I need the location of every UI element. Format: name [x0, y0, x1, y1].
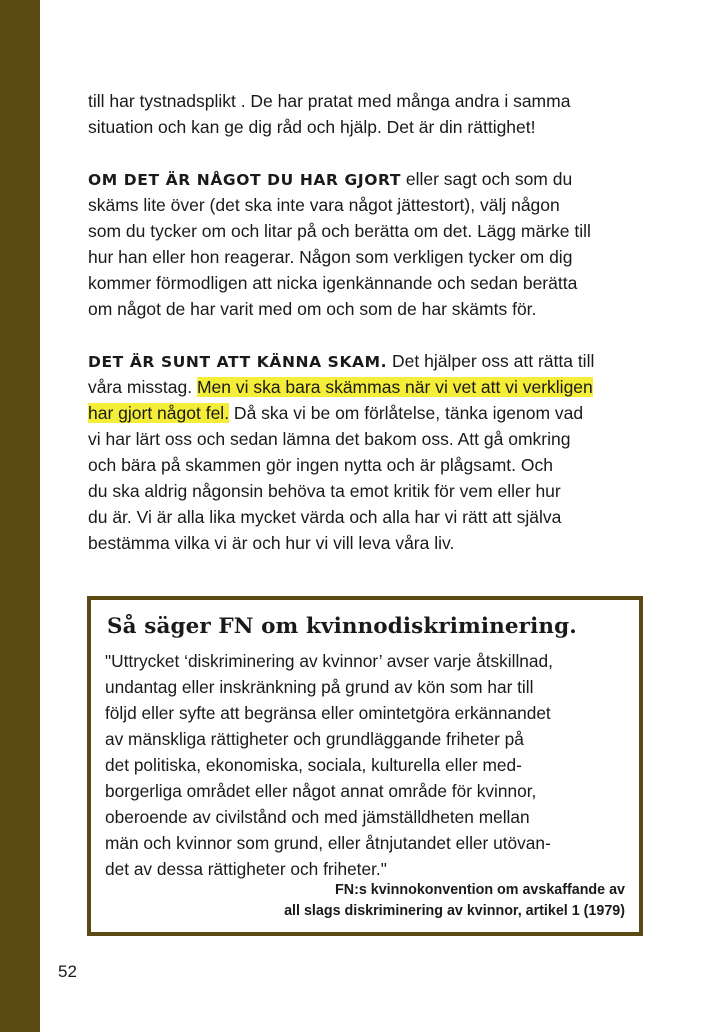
source-line: FN:s kvinnokonvention om avskaffande av	[335, 882, 625, 898]
text-fragment: våra misstag.	[88, 377, 197, 397]
text-line: skäms lite över (det ska inte vara något jättestort), välj någon	[88, 195, 560, 215]
highlighted-text: Men vi ska bara skämmas när vi vet att vi verkligen	[196, 377, 593, 397]
quote-line: borgerliga området eller något annat område för kvinnor,	[105, 781, 537, 801]
quote-line: det av dessa rättigheter och friheter."	[105, 859, 387, 879]
text-fragment: Då ska vi be om förlåtelse, tänka igenom vad	[229, 403, 584, 423]
quote-line: det politiska, ekonomiska, sociala, kulturella eller med-	[105, 755, 522, 775]
text-line	[88, 400, 668, 426]
text-line: hur han eller hon reagerar. Någon som verkligen tycker om dig	[88, 247, 573, 267]
page-number: 52	[58, 962, 77, 981]
text-fragment: Det hjälper oss att rätta till	[387, 351, 595, 371]
text-line: och bära på skammen gör ingen nytta och är plågsamt. Och	[88, 455, 553, 475]
quote-source	[284, 880, 625, 922]
text-line: bestämma vilka vi är och hur vi vill leva våra liv.	[88, 533, 455, 553]
text-line	[88, 374, 668, 400]
highlighted-text: har gjort något fel.	[88, 403, 230, 423]
text-fragment: eller sagt och som du	[401, 169, 573, 189]
text-line: du ska aldrig någonsin behöva ta emot kritik för vem eller hur	[88, 481, 561, 501]
text-line: till har tystnadsplikt . De har pratat med många andra i samma	[88, 91, 571, 111]
text-line-first	[88, 166, 668, 192]
paragraph-lead-in: DET ÄR SUNT ATT KÄNNA SKAM.	[88, 353, 388, 371]
text-line: situation och kan ge dig råd och hjälp. Det är din rättighet!	[88, 117, 536, 137]
quote-line: män och kvinnor som grund, eller åtnjutandet eller utövan-	[105, 833, 551, 853]
paragraph-confidentiality	[88, 88, 668, 140]
quote-line: "Uttrycket ‘diskriminering av kvinnor’ avser varje åtskillnad,	[105, 651, 553, 671]
quote-line: av mänskliga rättigheter och grundläggande friheter på	[105, 729, 524, 749]
text-line: kommer förmodligen att nicka igenkännande och sedan berätta	[88, 273, 578, 293]
quote-line: följd eller syfte att begränsa eller omintetgöra erkännandet	[105, 703, 551, 723]
text-line: om något de har varit med om och som de har skämts för.	[88, 299, 537, 319]
text-line-first	[88, 348, 668, 374]
paragraph-healthy-shame	[88, 348, 668, 556]
quote-line: oberoende av civilstånd och med jämställdheten mellan	[105, 807, 530, 827]
source-line: all slags diskriminering av kvinnor, artikel 1 (1979)	[284, 903, 625, 919]
paragraph-if-you-did-something	[88, 166, 668, 322]
un-quote-box	[87, 596, 643, 936]
quote-line: undantag eller inskränkning på grund av kön som har till	[105, 677, 534, 697]
text-line: du är. Vi är alla lika mycket värda och alla har vi rätt att själva	[88, 507, 562, 527]
quote-box-title: Så säger FN om kvinnodiskriminering.	[107, 614, 577, 639]
side-color-bar	[0, 0, 40, 1032]
quote-text	[105, 648, 553, 882]
paragraph-lead-in: OM DET ÄR NÅGOT DU HAR GJORT	[88, 171, 402, 189]
text-line: vi har lärt oss och sedan lämna det bakom oss. Att gå omkring	[88, 429, 571, 449]
text-line: som du tycker om och litar på och berätta om det. Lägg märke till	[88, 221, 591, 241]
